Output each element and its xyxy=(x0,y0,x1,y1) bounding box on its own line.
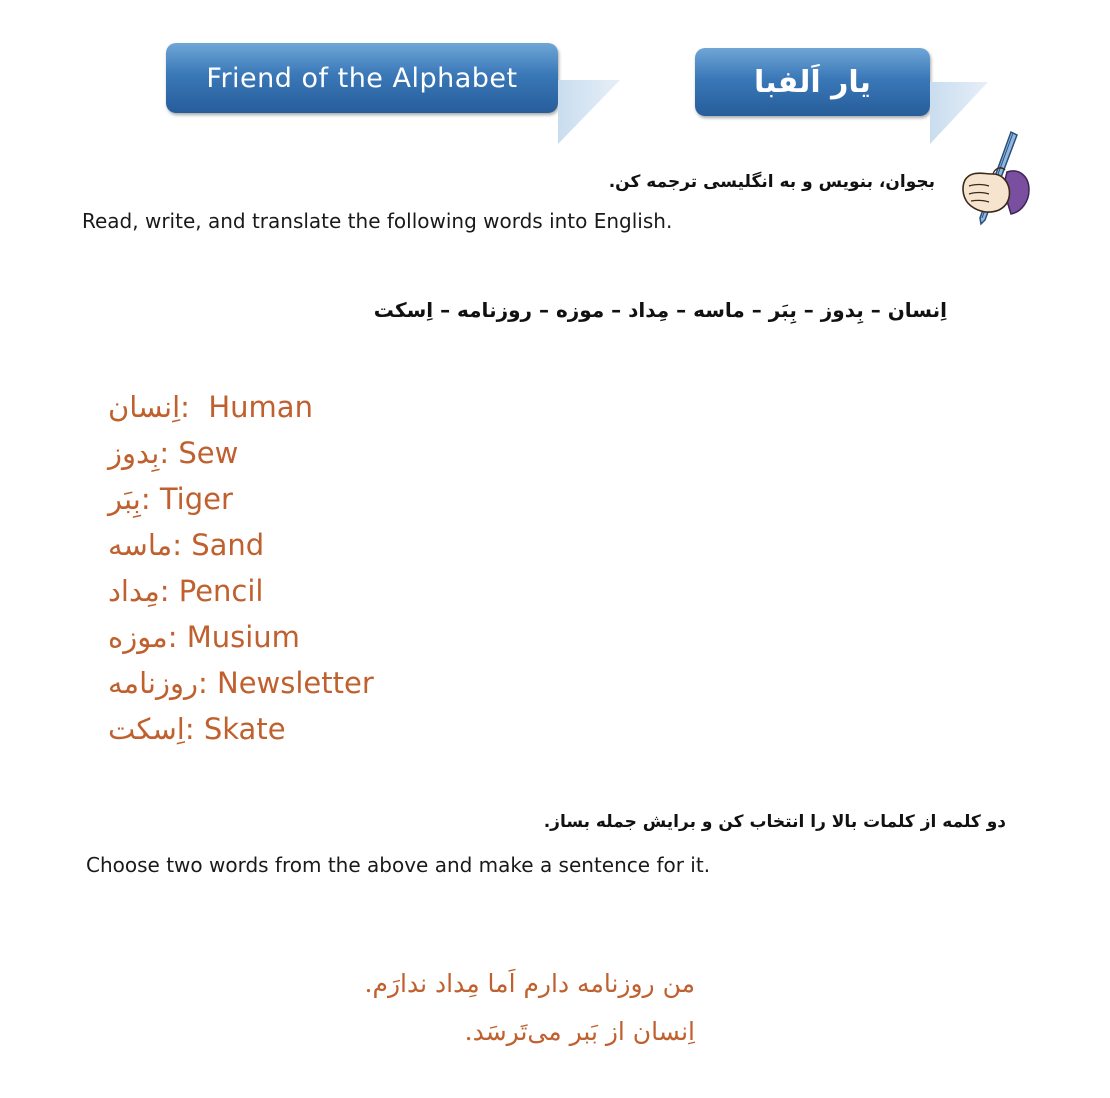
answer-persian: بِبَر xyxy=(108,482,141,516)
answer-english: Tiger xyxy=(159,482,233,516)
instruction2-persian: دو کلمه از کلمات بالا را انتخاب کن و برایش جمله بساز. xyxy=(543,812,1006,832)
answer-english: Human xyxy=(208,390,313,424)
answer-item: بِبَر: Tiger xyxy=(108,482,233,516)
answer-persian: اِنسان xyxy=(108,390,181,424)
writing-hand-icon xyxy=(955,128,1031,226)
instruction-english: Read, write, and translate the following words into English. xyxy=(82,209,673,233)
sentence-line: من روزنامه دارم اَما مِداد ندارَم. xyxy=(364,969,695,998)
sentence-list xyxy=(365,960,695,1056)
instruction-persian: بجوان، بنویس و به انگلیسی ترجمه کن. xyxy=(608,172,935,192)
answer-persian: روزنامه xyxy=(108,666,199,700)
answer-english: Sew xyxy=(178,436,239,470)
answer-item: موزه: Musium xyxy=(108,620,300,654)
title-banner-persian xyxy=(695,48,930,116)
answer-english: Newsletter xyxy=(217,666,374,700)
answer-item: روزنامه: Newsletter xyxy=(108,666,374,700)
answer-item: اِنسان: Human xyxy=(108,390,313,424)
answer-english: Sand xyxy=(191,528,265,562)
answer-english: Musium xyxy=(186,620,300,654)
answer-english: Skate xyxy=(203,712,286,746)
answer-item: مِداد: Pencil xyxy=(108,574,264,608)
answer-persian: مِداد xyxy=(108,574,160,608)
title-banner-english-tail xyxy=(558,80,620,144)
title-persian: یار اَلفبا xyxy=(754,64,871,100)
answer-list xyxy=(108,384,374,752)
sentence-line: اِنسان از بَبر می‌تَرسَد. xyxy=(464,1017,695,1046)
title-english: Friend of the Alphabet xyxy=(206,62,518,94)
answer-item: اِسکت: Skate xyxy=(108,712,286,746)
word-list: اِنسان – بِدوز – بِبَر – ماسه – مِداد – موزه – روزنامه – اِسکت xyxy=(373,298,947,322)
answer-item: ماسه: Sand xyxy=(108,528,265,562)
answer-persian: ماسه xyxy=(108,528,173,562)
instruction2-english: Choose two words from the above and make a sentence for it. xyxy=(86,853,711,877)
answer-persian: اِسکت xyxy=(108,712,185,746)
answer-persian: بِدوز xyxy=(108,436,160,470)
title-banner-english xyxy=(166,43,558,113)
answer-persian: موزه xyxy=(108,620,168,654)
answer-item: بِدوز: Sew xyxy=(108,436,239,470)
answer-english: Pencil xyxy=(178,574,264,608)
